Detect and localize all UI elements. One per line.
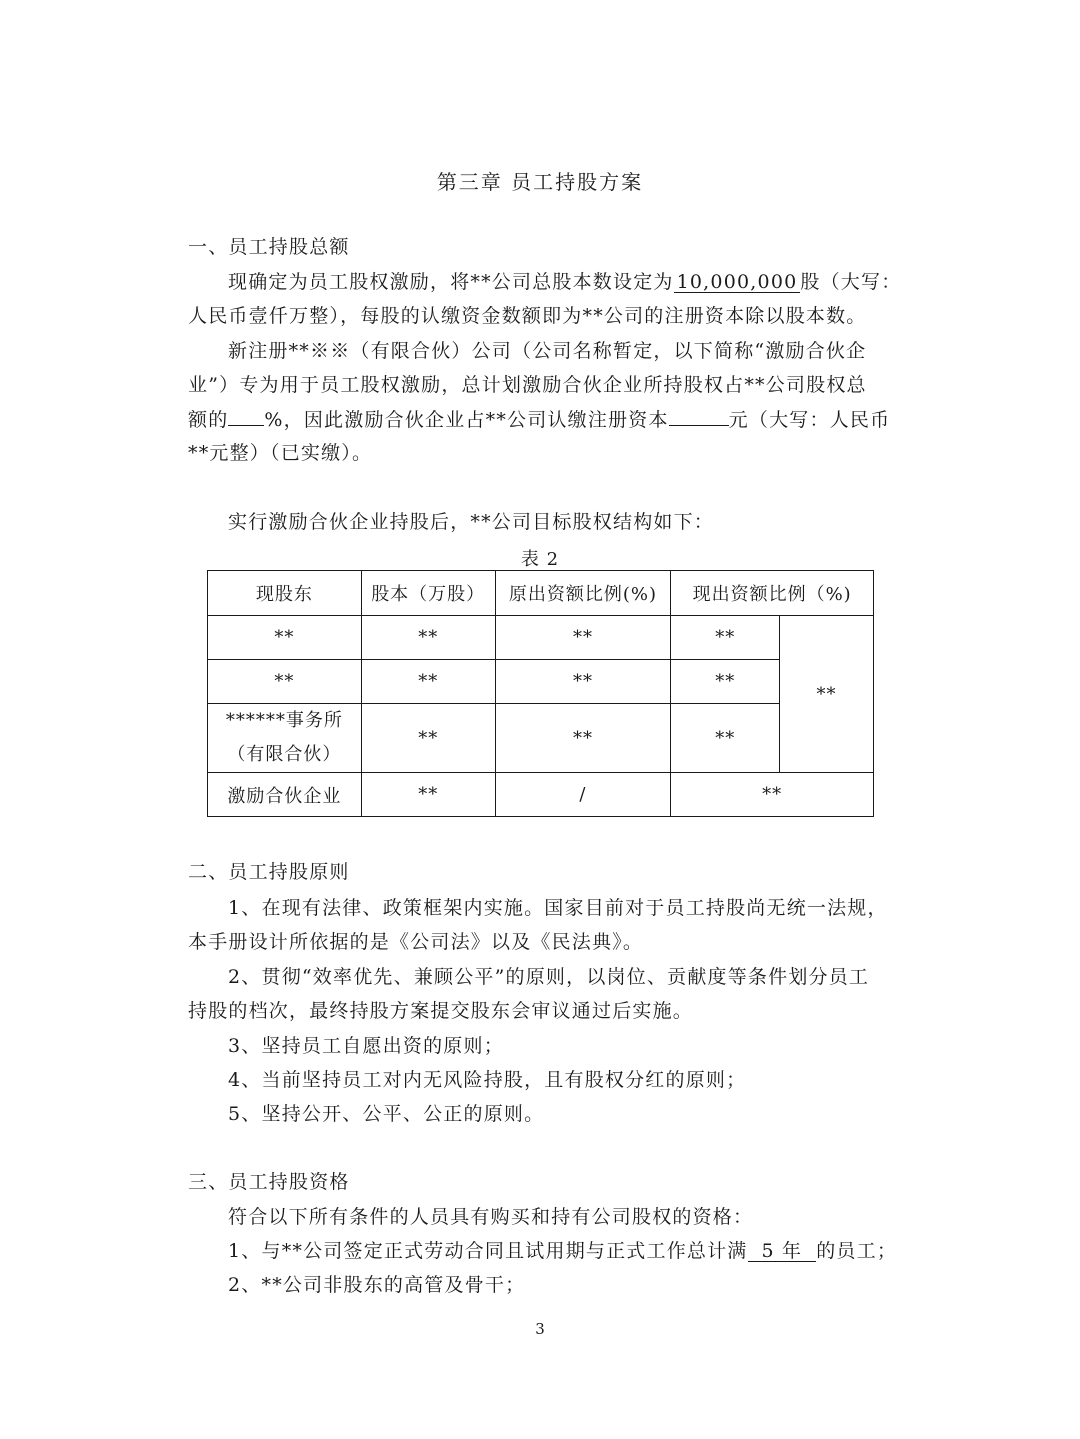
chapter-title: 第三章 员工持股方案 <box>436 170 644 194</box>
years-value: 5 年 <box>748 1241 817 1262</box>
section2-item3: 3、坚持员工自愿出资的原则； <box>228 1035 504 1057</box>
equity-structure-table <box>207 570 874 817</box>
section1-heading: 一、员工持股总额 <box>188 236 350 258</box>
table-row <box>208 616 874 660</box>
section2-item4: 4、当前坚持员工对内无风险持股，且有股权分红的原则； <box>228 1069 747 1091</box>
cell-capital: ** <box>361 660 495 704</box>
section3-heading: 三、员工持股资格 <box>188 1171 350 1193</box>
p2-text-a: 额的 <box>188 409 229 431</box>
shareholder-line1: ******事务所 <box>225 710 343 731</box>
cell-shareholder: ** <box>208 616 362 660</box>
section1-p1-line1 <box>228 270 902 294</box>
p2-text-b: %，因此激励合伙企业占**公司认缴注册资本 <box>264 409 669 431</box>
cell-current-ratio: ** <box>671 704 780 773</box>
item1-text-b: 的员工； <box>816 1240 898 1262</box>
header-capital: 股本（万股） <box>361 571 495 616</box>
cell-capital: ** <box>361 616 495 660</box>
page-number: 3 <box>535 1320 545 1338</box>
item1-text-a: 1、与**公司签定正式劳动合同且试用期与正式工作总计满 <box>228 1240 748 1262</box>
cell-shareholder: ** <box>208 660 362 704</box>
table-row <box>208 660 874 704</box>
header-original-ratio: 原出资额比例(%) <box>495 571 671 616</box>
table-caption: 表 2 <box>520 549 560 570</box>
section3-intro: 符合以下所有条件的人员具有购买和持有公司股权的资格： <box>228 1206 754 1228</box>
section1-p2-line4: **元整）（已实缴）。 <box>188 442 373 464</box>
p2-text-c: 元（大写：人民币 <box>728 409 891 431</box>
section1-p2-line3 <box>188 407 898 432</box>
cell-current-ratio: ** <box>671 773 874 817</box>
cell-merged: ** <box>780 616 874 773</box>
section2-item5: 5、坚持公开、公平、公正的原则。 <box>228 1103 545 1125</box>
cell-capital: ** <box>361 773 495 817</box>
section2-item2-line1: 2、贯彻“效率优先、兼顾公平”的原则，以岗位、贡献度等条件划分员工 <box>228 966 870 988</box>
section2-item2-line2: 持股的档次，最终持股方案提交股东会审议通过后实施。 <box>188 1000 694 1022</box>
total-shares-value: 10,000,000 <box>674 272 801 293</box>
cell-original-ratio: / <box>495 773 671 817</box>
section2-item1-line1: 1、在现有法律、政策框架内实施。国家目前对于员工持股尚无统一法规， <box>228 897 888 919</box>
cell-current-ratio: ** <box>671 616 780 660</box>
section1-p1-line2: 人民币壹仟万整），每股的认缴资金数额即为**公司的注册资本除以股本数。 <box>188 305 867 327</box>
table-row <box>208 773 874 817</box>
percent-blank <box>228 407 264 426</box>
cell-original-ratio: ** <box>495 704 671 773</box>
section1-p3: 实行激励合伙企业持股后，**公司目标股权结构如下： <box>228 511 715 533</box>
section1-p2-line1: 新注册**※※（有限合伙）公司（公司名称暂定，以下简称“激励合伙企 <box>228 340 867 362</box>
cell-shareholder: 激励合伙企业 <box>208 773 362 817</box>
section1-p2-line2: 业”）专为用于员工股权激励，总计划激励合伙企业所持股权占**公司股权总 <box>188 374 867 396</box>
cell-current-ratio: ** <box>671 660 780 704</box>
header-current-ratio: 现出资额比例（%) <box>671 571 874 616</box>
cell-original-ratio: ** <box>495 616 671 660</box>
header-shareholder: 现股东 <box>208 571 362 616</box>
section2-item1-line2: 本手册设计所依据的是《公司法》以及《民法典》。 <box>188 931 644 953</box>
cell-capital: ** <box>361 704 495 773</box>
section3-item2: 2、**公司非股东的高管及骨干； <box>228 1274 526 1296</box>
table-row <box>208 704 874 773</box>
table-header-row <box>208 571 874 616</box>
p1-text-a: 现确定为员工股权激励，将**公司总股本数设定为 <box>228 271 674 293</box>
shareholder-line2: （有限合伙） <box>227 744 342 765</box>
cell-shareholder <box>208 704 362 773</box>
p1-text-b: 股（大写： <box>800 271 902 293</box>
section2-heading: 二、员工持股原则 <box>188 861 350 883</box>
section3-item1 <box>228 1239 898 1263</box>
cell-original-ratio: ** <box>495 660 671 704</box>
capital-blank <box>669 407 729 426</box>
